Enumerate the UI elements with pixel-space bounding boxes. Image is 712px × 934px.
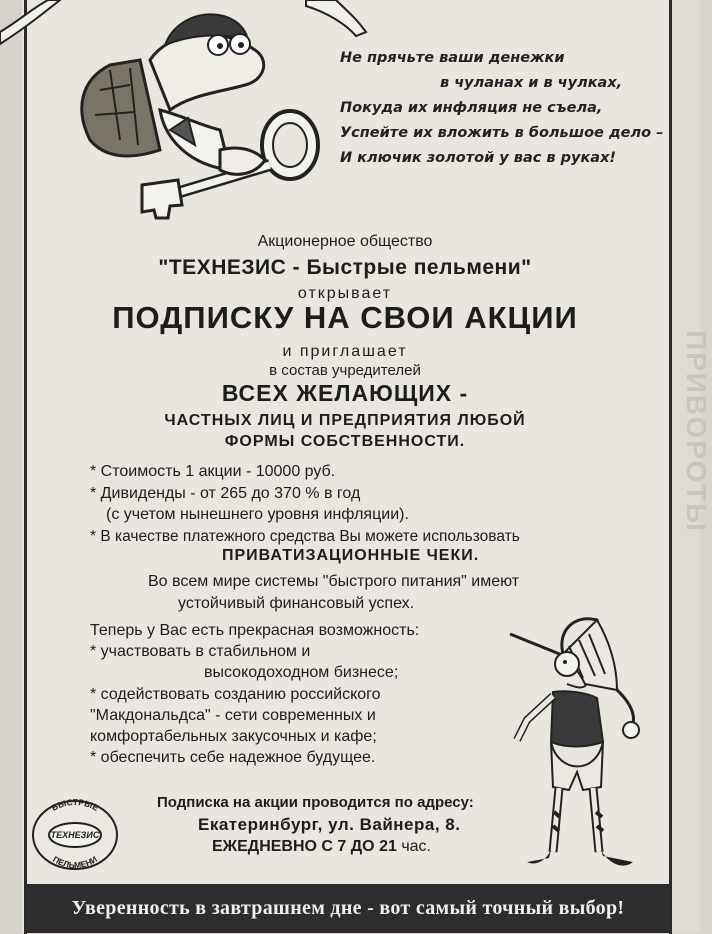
opens-text: открывает — [297, 285, 393, 302]
opening-hours-main: ЕЖЕДНЕВНО С 7 ДО 21 — [212, 838, 397, 855]
list-item: комфортабельных закусочных и кафе; — [90, 728, 377, 745]
share-price: * Стоимость 1 акции - 10000 руб. — [90, 463, 336, 480]
poem-block — [340, 46, 664, 171]
everyone-heading: ВСЕХ ЖЕЛАЮЩИХ - — [221, 380, 469, 406]
audience-line-1: ЧАСТНЫХ ЛИЦ И ПРЕДПРИЯТИЯ ЛЮБОЙ — [164, 412, 526, 429]
pinocchio-illustration — [505, 612, 655, 884]
list-item: * содействовать созданию российского — [90, 686, 381, 703]
adjacent-column-text: ПРИВОРОТЫ — [681, 330, 712, 533]
privatization-cheques: ПРИВАТИЗАЦИОННЫЕ ЧЕКИ. — [222, 547, 480, 564]
invites-text: и приглашает — [282, 343, 408, 360]
list-item: высокодоходном бизнесе; — [204, 664, 399, 681]
ribbon-illustration — [0, 0, 80, 50]
audience-line-2: ФОРМЫ СОБСТВЕННОСТИ. — [224, 433, 466, 450]
success-line-2: устойчивый финансовый успех. — [178, 595, 415, 612]
seal-bottom-text: ПЕЛЬМЕНИ — [51, 854, 99, 871]
seal-brand-text: ТЕХНЕЗИС — [50, 830, 100, 840]
list-item: "Макдональдса" - сети современных и — [90, 707, 376, 724]
seal-top-text: БЫСТРЫЕ — [49, 798, 101, 813]
footer-slogan: Уверенность в завтрашнем дне - вот самый точный выбор! — [71, 897, 625, 919]
poem-line: И ключик золотой у вас в руках! — [340, 150, 617, 166]
turtle-with-golden-key-illustration — [70, 0, 330, 225]
company-name: "ТЕХНЕЗИС - Быстрые пельмени" — [158, 256, 532, 279]
company-type: Акционерное общество — [257, 233, 433, 250]
poem-line: Не прячьте ваши денежки — [340, 50, 565, 66]
footer-slogan-bar — [26, 884, 670, 933]
address-title: Подписка на акции проводится по адресу: — [157, 794, 474, 811]
dividends: * Дивиденды - от 265 до 370 % в год — [90, 485, 361, 502]
company-logo-seal — [30, 798, 120, 872]
list-item: * участвовать в стабильном и — [90, 643, 311, 660]
opening-hours-unit: час. — [401, 838, 431, 855]
left-margin — [0, 0, 22, 933]
poem-line: в чуланах и в чулках, — [440, 75, 623, 91]
founders-text: в состав учредителей — [269, 362, 421, 379]
payment-method: * В качестве платежного средства Вы можете использовать — [90, 528, 520, 545]
address-street: Екатеринбург, ул. Вайнера, 8. — [198, 815, 461, 834]
opening-hours — [212, 838, 431, 856]
dividends-note: (с учетом нынешнего уровня инфляции). — [106, 506, 409, 523]
opportunity-intro: Теперь у Вас есть прекрасная возможность: — [90, 622, 420, 639]
poem-line: Покуда их инфляция не съела, — [340, 100, 603, 116]
right-margin — [672, 0, 712, 933]
page-title: ПОДПИСКУ НА СВОИ АКЦИИ — [112, 300, 578, 335]
success-line-1: Во всем мире системы "быстрого питания" имеют — [148, 573, 520, 590]
list-item: * обеспечить себе надежное будущее. — [90, 749, 376, 766]
poem-line: Успейте их вложить в большое дело – — [340, 125, 664, 141]
